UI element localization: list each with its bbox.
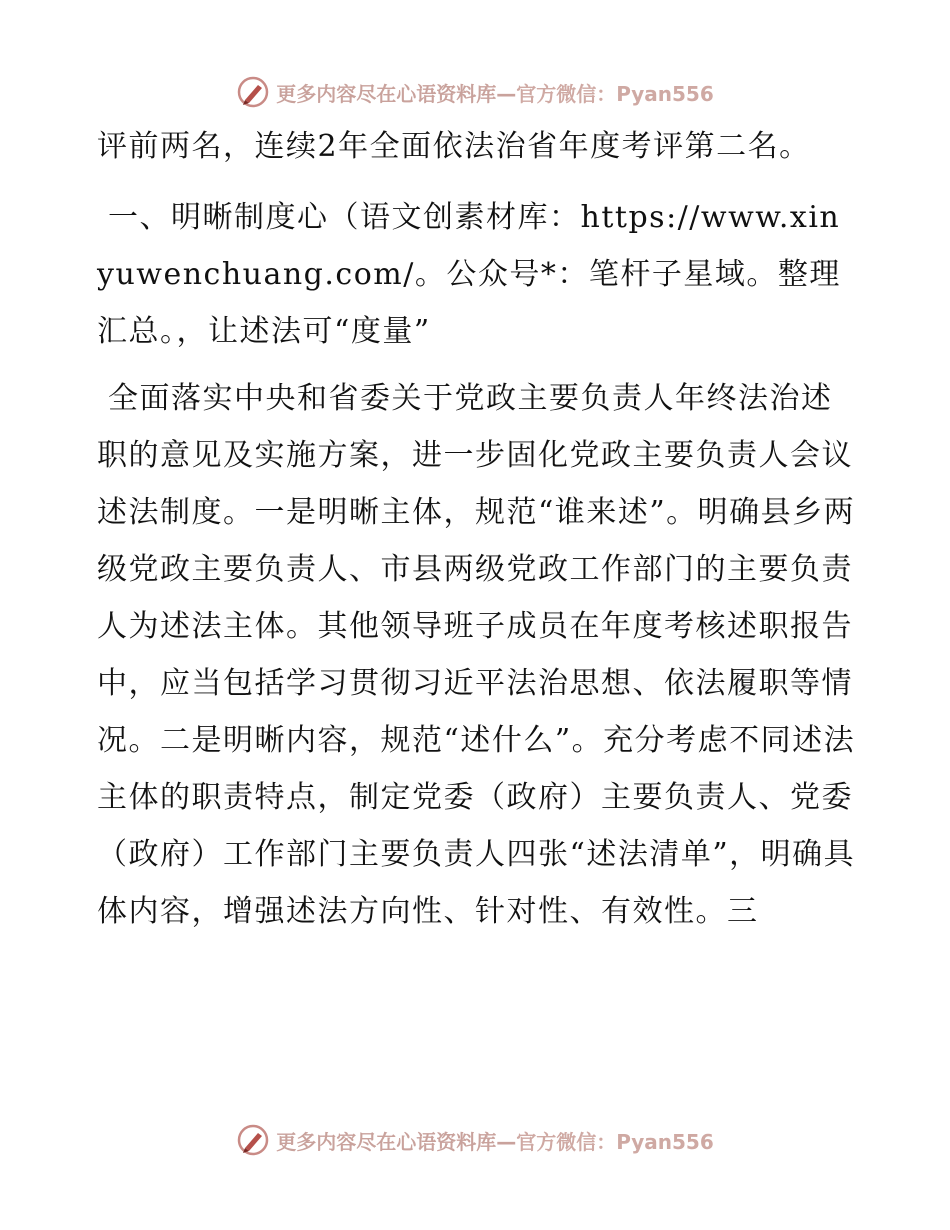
pen-circle-logo-icon [236, 1123, 270, 1157]
watermark-text [276, 1126, 714, 1155]
paragraph-continuation: 评前两名，连续2年全面依法治省年度考评第二名。 [97, 129, 811, 164]
header-watermark [0, 72, 950, 112]
watermark-contact: 官方微信：Pyan556 [516, 81, 714, 106]
section-heading: 一、明晰制度心（语文创素材库：https://www.xinyuwenchuang.com/。公众号*：笔杆子星域。整理汇总。，让述法可“度量” [97, 200, 841, 349]
watermark-brand: 更多内容尽在心语资料库 [276, 81, 497, 106]
watermark-separator: — [496, 1129, 517, 1154]
pen-circle-logo-icon [236, 75, 270, 109]
footer-watermark [0, 1120, 950, 1160]
body-paragraph: 全面落实中央和省委关于党政主要负责人年终法治述职的意见及实施方案，进一步固化党政主要负责人会议述法制度。一是明晰主体，规范“谁来述”。明确县乡两级党政主要负责人、市县两级党政工作部门的主要负责人为述法主体。其他领导班子成员在年度考核述职报告中，应当包括学习贯彻习近平法治思想、依法履职等情况。二是明晰内容，规范“述什么”。充分考虑不同述法主体的职责特点，制定党委（政府）主要负责人、党委（政府）工作部门主要负责人四张“述法清单”，明确具体内容，增强述法方向性、针对性、有效性。三 [97, 381, 856, 929]
watermark-text [276, 78, 714, 107]
watermark-contact: 官方微信：Pyan556 [516, 1129, 714, 1154]
watermark-separator: — [496, 81, 517, 106]
watermark-brand: 更多内容尽在心语资料库 [276, 1129, 497, 1154]
document-body [97, 118, 857, 940]
